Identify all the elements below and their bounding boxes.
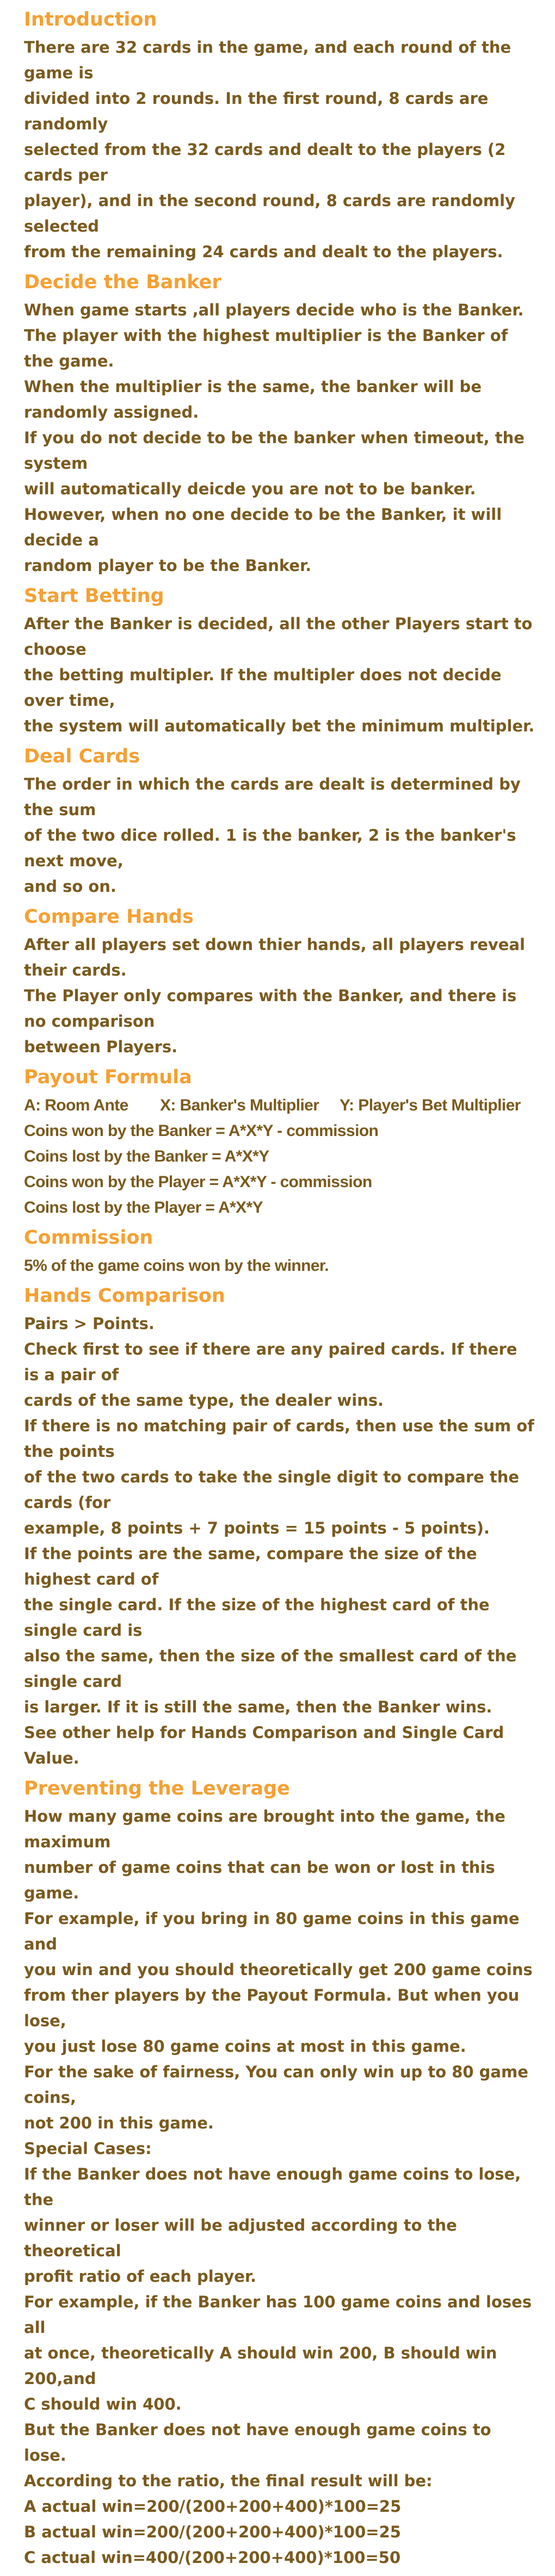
text-line: If the Banker does not have enough game coins to lose, the xyxy=(24,2165,521,2209)
section-title: Decide the Banker xyxy=(24,271,221,293)
text-line: If you do not decide to be the banker when timeout, the system xyxy=(24,429,525,473)
text-line: random player to be the Banker. xyxy=(24,556,312,575)
text-line: B actual win=200/(200+200+400)*100=25 xyxy=(24,2523,401,2541)
section-body xyxy=(24,35,535,265)
text-line: How many game coins are brought into the game, the maximum xyxy=(24,1807,505,1851)
section-preventing-leverage xyxy=(24,1777,535,2571)
text-line: of the two dice rolled. 1 is the banker, 2 is the banker's next move, xyxy=(24,826,516,870)
text-line: When game starts ,all players decide who is the Banker. xyxy=(24,301,524,319)
text-line: See other help for Hands Comparison and Single Card Value. xyxy=(24,1723,504,1767)
banker-multiplier-label: X: Banker's Multiplier xyxy=(160,1096,319,1114)
text-line: example, 8 points + 7 points = 15 points - 5 points). xyxy=(24,1519,490,1537)
section-body xyxy=(24,1311,535,1771)
section-body xyxy=(24,1118,535,1220)
text-line: Coins lost by the Banker = A*X*Y xyxy=(24,1147,269,1165)
room-ante-label: A: Room Ante xyxy=(24,1096,128,1114)
text-line: divided into 2 rounds. In the first round, 8 cards are randomly xyxy=(24,89,489,133)
text-line: at once, theoretically A should win 200, B should win 200,and xyxy=(24,2344,497,2388)
text-line: But the Banker does not have enough game coins to lose. xyxy=(24,2420,491,2465)
text-line: A actual win=200/(200+200+400)*100=25 xyxy=(24,2497,402,2516)
section-start-betting xyxy=(24,584,535,739)
text-line: For example, if the Banker has 100 game coins and loses all xyxy=(24,2293,532,2337)
section-body xyxy=(24,772,535,899)
text-line: C actual win=400/(200+200+400)*100=50 xyxy=(24,2548,401,2567)
text-line: you win and you should theoretically get 200 game coins xyxy=(24,1960,533,1979)
section-commission xyxy=(24,1226,535,1278)
payout-variables-row xyxy=(24,1093,535,1118)
section-body xyxy=(24,1253,535,1278)
section-hands-comparison xyxy=(24,1284,535,1771)
text-line: After all players set down thier hands, all players reveal their cards. xyxy=(24,935,525,979)
text-line: also the same, then the size of the smallest card of the single card xyxy=(24,1647,517,1691)
section-title: Compare Hands xyxy=(24,906,194,928)
section-deal-cards xyxy=(24,744,535,899)
text-line: Special Cases: xyxy=(24,2139,152,2158)
text-line: and so on. xyxy=(24,877,116,896)
text-line: not 200 in this game. xyxy=(24,2114,214,2132)
text-line: Pairs > Points. xyxy=(24,1314,155,1333)
text-line: of the two cards to take the single digit to compare the cards (for xyxy=(24,1468,520,1512)
section-body xyxy=(24,297,535,579)
text-line: There are 32 cards in the game, and each round of the game is xyxy=(24,38,511,82)
text-line: Coins lost by the Player = A*X*Y xyxy=(24,1199,263,1216)
section-body xyxy=(24,932,535,1060)
player-multiplier-label: Y: Player's Bet Multiplier xyxy=(340,1096,521,1114)
text-line: selected from the 32 cards and dealt to the players (2 cards per xyxy=(24,140,506,184)
text-line: player), and in the second round, 8 cards are randomly selected xyxy=(24,191,515,235)
section-decide-banker xyxy=(24,270,535,579)
text-line: winner or loser will be adjusted according to the theoretical xyxy=(24,2216,457,2260)
text-line: the single card. If the size of the highest card of the single card is xyxy=(24,1596,490,1640)
text-line: When the multiplier is the same, the banker will be randomly assigned. xyxy=(24,377,482,421)
text-line: is larger. If it is still the same, then the Banker wins. xyxy=(24,1698,492,1716)
text-line: from the remaining 24 cards and dealt to the players. xyxy=(24,243,503,261)
text-line: For the sake of fairness, You can only win up to 80 game coins, xyxy=(24,2063,528,2107)
text-line: After the Banker is decided, all the other Players start to choose xyxy=(24,614,533,659)
section-body xyxy=(24,1804,535,2571)
text-line: profit ratio of each player. xyxy=(24,2267,257,2286)
help-document xyxy=(24,8,535,2576)
text-line: If there is no matching pair of cards, then use the sum of the points xyxy=(24,1417,534,1461)
text-line: C should win 400. xyxy=(24,2395,182,2413)
section-title: Start Betting xyxy=(24,585,164,607)
section-title: Deal Cards xyxy=(24,746,140,767)
text-line: cards of the same type, the dealer wins. xyxy=(24,1391,384,1410)
text-line: According to the ratio, the final result will be: xyxy=(24,2472,433,2490)
text-line: number of game coins that can be won or lost in this game. xyxy=(24,1858,495,1902)
text-line: from ther players by the Payout Formula. But when you lose, xyxy=(24,1986,520,2030)
text-line: 5% of the game coins won by the winner. xyxy=(24,1257,329,1275)
text-line: the system will automatically bet the minimum multipler. xyxy=(24,717,535,735)
text-line: you just lose 80 game coins at most in this game. xyxy=(24,2037,466,2056)
section-title: Hands Comparison xyxy=(24,1285,225,1307)
text-line: The Player only compares with the Banker, and there is no comparison xyxy=(24,986,517,1031)
text-line: Coins won by the Player = A*X*Y - commission xyxy=(24,1173,372,1191)
section-title: Preventing the Leverage xyxy=(24,1778,290,1799)
section-introduction xyxy=(24,8,535,265)
section-body xyxy=(24,611,535,739)
text-line: Coins won by the Banker = A*X*Y - commission xyxy=(24,1122,379,1140)
section-title: Introduction xyxy=(24,9,157,30)
section-payout-formula xyxy=(24,1065,535,1220)
text-line: The order in which the cards are dealt is determined by the sum xyxy=(24,775,521,819)
text-line: between Players. xyxy=(24,1038,178,1056)
text-line: If the points are the same, compare the size of the highest card of xyxy=(24,1544,477,1588)
section-compare-hands xyxy=(24,905,535,1060)
text-line: The player with the highest multiplier is the Banker of the game. xyxy=(24,326,508,370)
text-line: For example, if you bring in 80 game coins in this game and xyxy=(24,1909,520,1953)
text-line: will automatically deicde you are not to be banker. xyxy=(24,480,476,498)
section-title: Commission xyxy=(24,1227,153,1249)
text-line: However, when no one decide to be the Banker, it will decide a xyxy=(24,505,502,549)
text-line: Check first to see if there are any paired cards. If there is a pair of xyxy=(24,1340,517,1384)
text-line: the betting multipler. If the multipler does not decide over time, xyxy=(24,666,502,710)
section-title: Payout Formula xyxy=(24,1066,192,1088)
